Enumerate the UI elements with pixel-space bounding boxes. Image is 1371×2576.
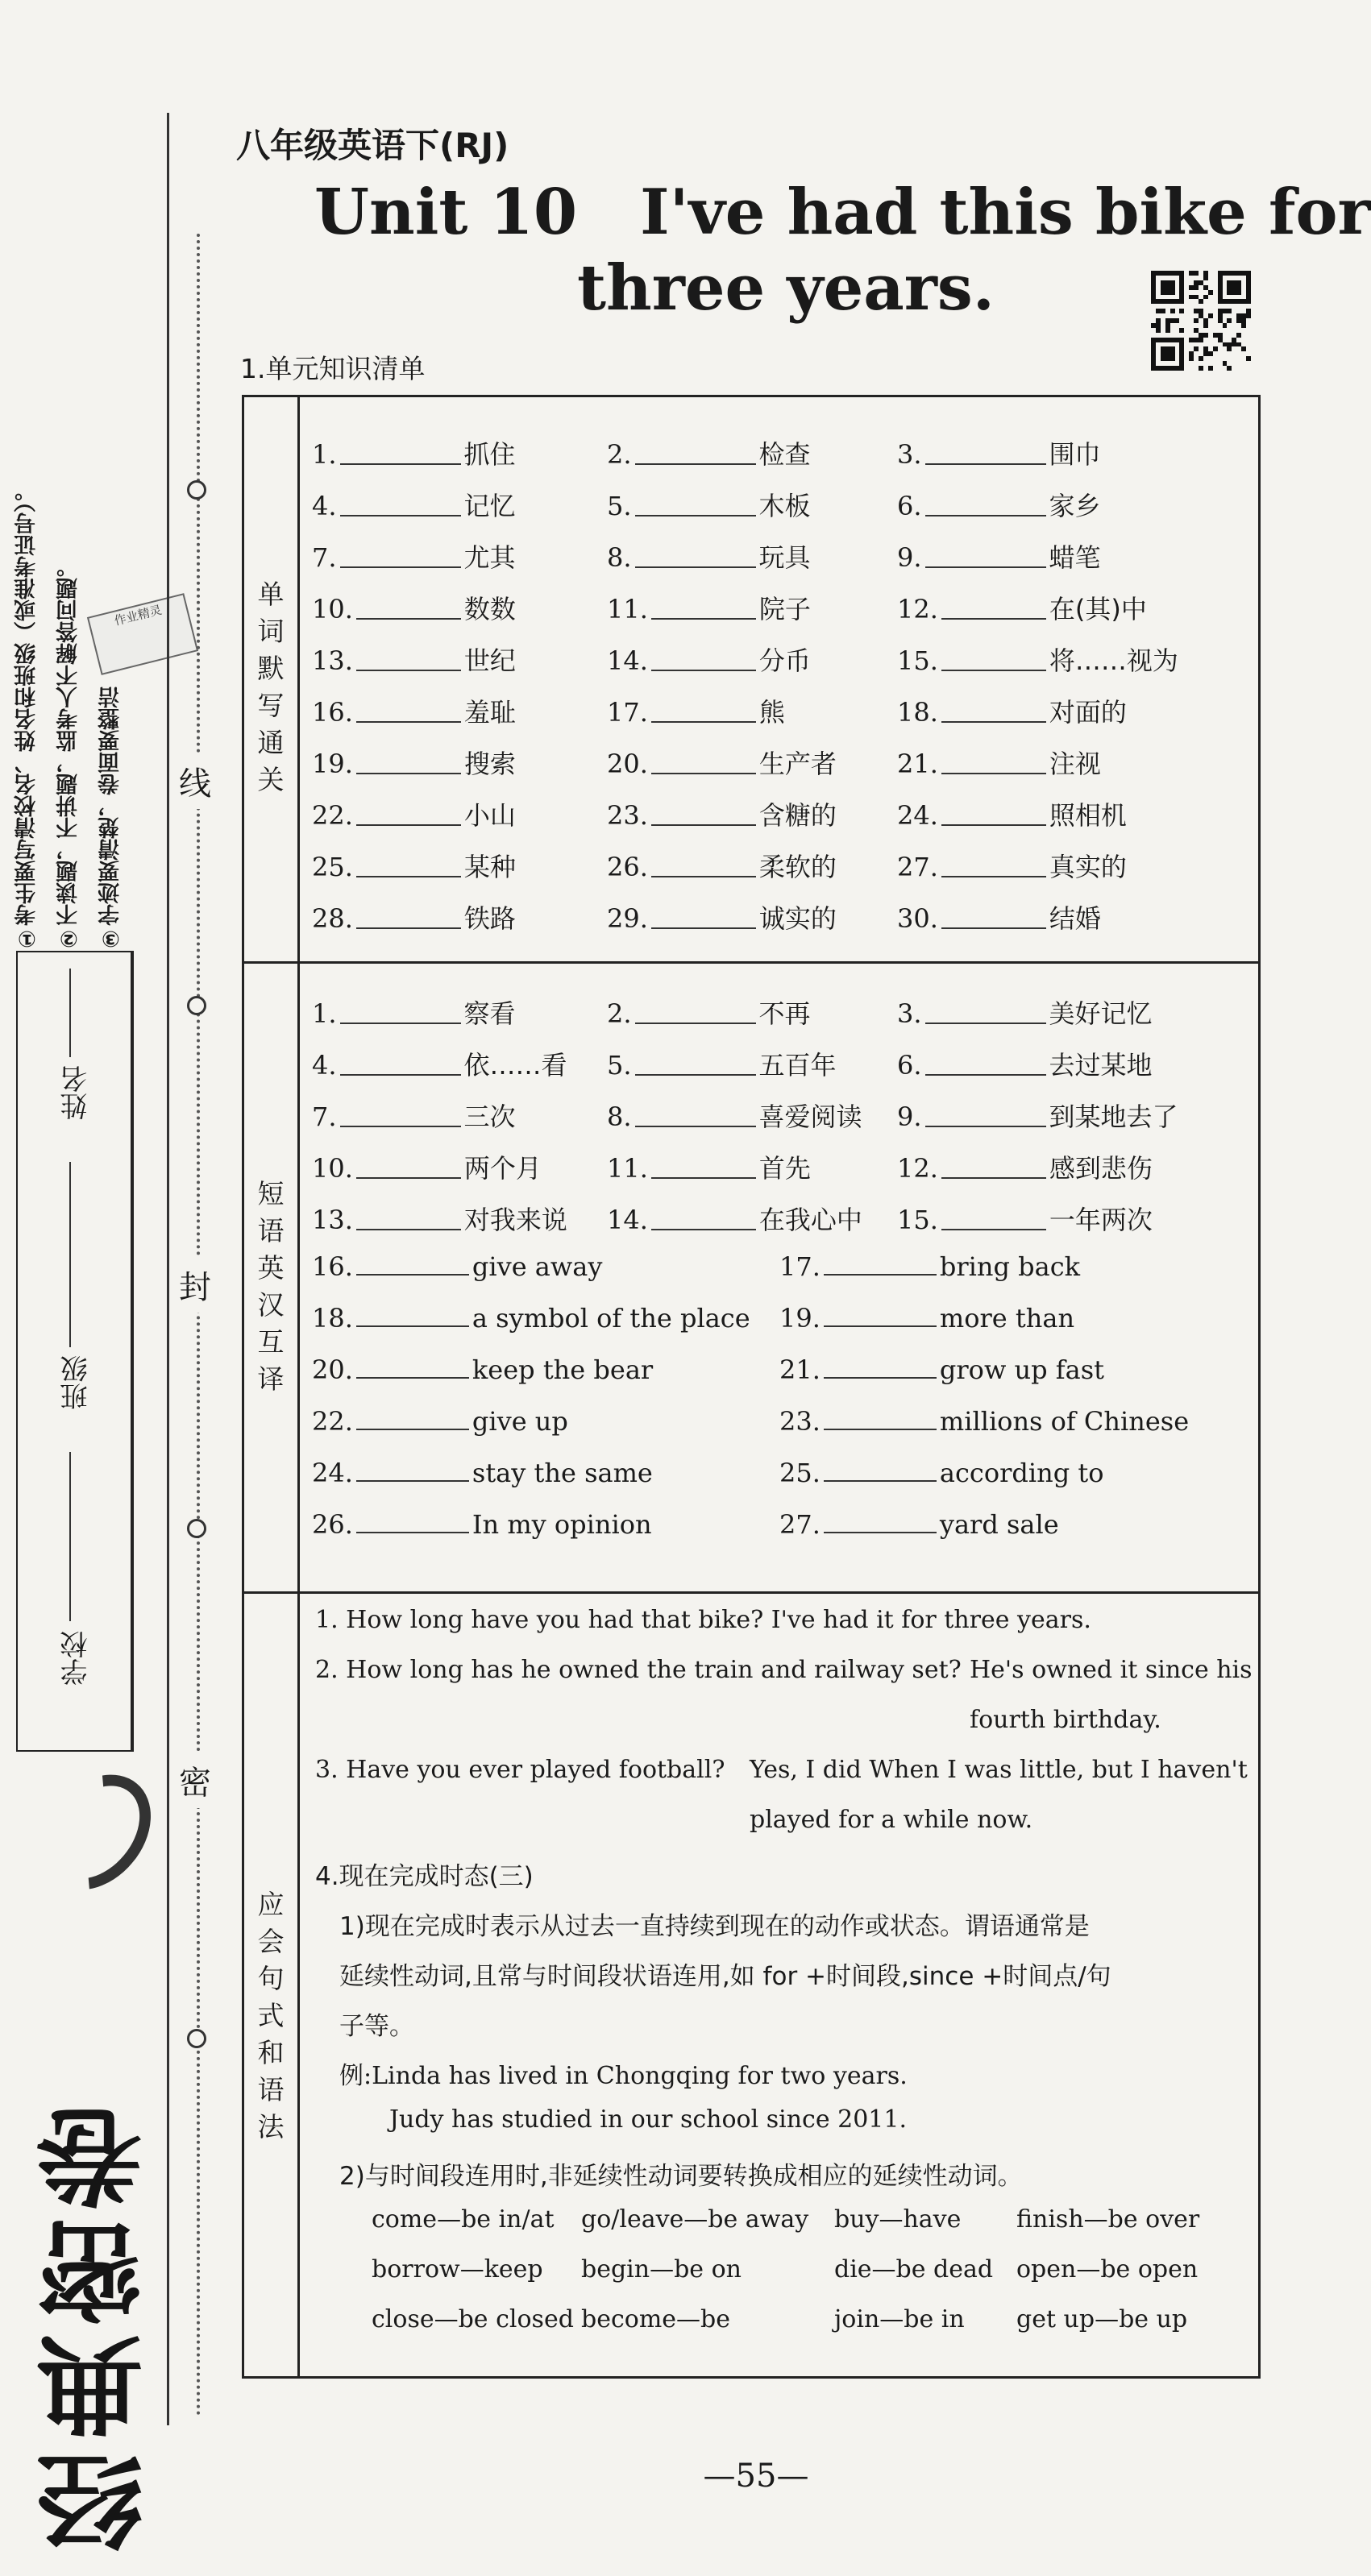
answer-blank[interactable] [356, 1480, 469, 1482]
answer-blank[interactable] [941, 773, 1046, 774]
answer-blank[interactable] [651, 773, 756, 774]
item-prompt: a symbol of the place [472, 1303, 750, 1334]
item-prompt: 院子 [758, 594, 811, 624]
name-line[interactable] [69, 969, 71, 1057]
stamp-logo: 作业精灵 [87, 593, 198, 675]
item-number: 26. [312, 1509, 353, 1540]
verb-pair: get up—be up [1016, 2305, 1188, 2333]
answer-blank[interactable] [941, 670, 1046, 671]
cut-label-xian: 线 [179, 753, 211, 809]
fill-item [607, 1148, 811, 1185]
fill-item [607, 434, 811, 471]
fill-item [897, 486, 1101, 523]
item-number: 25. [312, 852, 353, 882]
item-prompt: 抓住 [463, 439, 516, 470]
item-number: 23. [779, 1406, 821, 1437]
verb-pair: die—be dead [834, 2255, 994, 2284]
answer-blank[interactable] [356, 1177, 461, 1179]
example-1: 例:Linda has lived in Chongqing for two years. [339, 2062, 908, 2090]
item-prompt: give away [472, 1251, 603, 1282]
item-number: 27. [897, 852, 938, 882]
item-number: 29. [607, 903, 648, 934]
item-number: 13. [312, 1205, 353, 1235]
fill-item [897, 589, 1147, 626]
fill-item [312, 692, 516, 729]
answer-blank[interactable] [356, 824, 461, 826]
fill-item [312, 434, 516, 471]
unit-title-line-1 [314, 176, 1371, 249]
item-prompt: keep the bear [472, 1354, 654, 1385]
item-prompt: 依……看 [463, 1050, 567, 1081]
answer-blank[interactable] [651, 670, 756, 671]
answer-blank[interactable] [356, 670, 461, 671]
fill-item [897, 847, 1127, 884]
cut-label-mi: 密 [179, 1753, 211, 1808]
answer-blank[interactable] [340, 1023, 461, 1024]
answer-blank[interactable] [356, 1532, 469, 1533]
item-number: 17. [607, 697, 648, 728]
item-number: 9. [897, 542, 922, 573]
item-number: 12. [897, 594, 938, 624]
answer-blank[interactable] [635, 1126, 756, 1127]
fill-item [897, 434, 1101, 471]
verb-pair: become—be [581, 2305, 730, 2333]
item-prompt: 尤其 [463, 542, 516, 573]
unit-title-line-2: three years. [577, 251, 995, 325]
item-prompt: 对面的 [1049, 697, 1127, 728]
item-prompt: stay the same [472, 1458, 653, 1488]
answer-blank[interactable] [651, 618, 756, 620]
cut-line [197, 234, 200, 2417]
answer-blank[interactable] [925, 1126, 1046, 1127]
item-number: 16. [312, 1251, 353, 1282]
class-label: 班级 [60, 1355, 93, 1410]
verb-pair: join—be in [834, 2305, 965, 2333]
instruction-3: ③字迹要清楚，卷面要整洁 [98, 687, 123, 951]
item-number: 13. [312, 645, 353, 676]
item-prompt: 注视 [1049, 749, 1101, 779]
item-prompt: 去过某地 [1049, 1050, 1153, 1081]
section-label-text: 单词默写通关 [257, 579, 285, 795]
verb-pair: come—be in/at [372, 2205, 555, 2234]
item-number: 30. [897, 903, 938, 934]
answer-blank[interactable] [356, 618, 461, 620]
fill-item [897, 1200, 1153, 1237]
answer-blank[interactable] [925, 1074, 1046, 1076]
item-prompt: 结婚 [1049, 903, 1101, 934]
item-prompt: 世纪 [463, 645, 516, 676]
item-number: 14. [607, 1205, 648, 1235]
item-prompt: 家乡 [1049, 491, 1101, 521]
item-number: 22. [312, 1406, 353, 1437]
item-number: 20. [607, 749, 648, 779]
sentence-2a: 2. How long has he owned the train and railway set? [315, 1656, 962, 1684]
item-number: 1. [312, 998, 337, 1029]
item-prompt: 分币 [758, 645, 811, 676]
answer-blank[interactable] [941, 1177, 1046, 1179]
answer-blank[interactable] [635, 463, 756, 465]
item-prompt: 将……视为 [1049, 645, 1178, 676]
verb-pair: buy—have [834, 2205, 962, 2234]
example-2: Judy has studied in our school since 2011. [389, 2105, 908, 2134]
rule-1-line-b: 延续性动词,且常与时间段状语连用,如 for +时间段,since +时间点/句 [339, 1962, 1111, 1991]
item-number: 15. [897, 645, 938, 676]
fill-item [312, 847, 516, 884]
item-number: 1. [312, 439, 337, 470]
answer-blank[interactable] [925, 566, 1046, 568]
answer-blank[interactable] [925, 515, 1046, 516]
item-number: 7. [312, 1101, 337, 1132]
item-prompt: 首先 [758, 1153, 811, 1184]
fill-item [607, 847, 837, 884]
rule-1-line-c: 子等。 [339, 2012, 414, 2041]
item-prompt: 数数 [463, 594, 516, 624]
answer-blank[interactable] [356, 1325, 469, 1327]
item-prompt: 木板 [758, 491, 811, 521]
exam-instructions [6, 395, 132, 951]
item-prompt: grow up fast [939, 1354, 1104, 1385]
item-number: 22. [312, 800, 353, 831]
item-number: 6. [897, 491, 922, 521]
item-prompt: 熊 [758, 697, 785, 728]
fill-item [312, 641, 516, 678]
grade-label: 八年级英语下(RJ) [236, 126, 509, 165]
item-number: 10. [312, 1153, 353, 1184]
qr-code-icon[interactable] [1151, 271, 1251, 371]
knowledge-table [242, 395, 1261, 2379]
fill-item [897, 537, 1101, 575]
item-number: 4. [312, 491, 337, 521]
answer-blank[interactable] [635, 515, 756, 516]
instruction-2: ②不读题，不讲题，监考人不解答问题。 [56, 556, 81, 951]
fill-item [312, 589, 516, 626]
item-number: 27. [779, 1509, 821, 1540]
item-number: 24. [312, 1458, 353, 1488]
answer-blank[interactable] [651, 1177, 756, 1179]
item-number: 18. [312, 1303, 353, 1334]
answer-blank[interactable] [824, 1532, 937, 1533]
item-prompt: 不再 [758, 998, 811, 1029]
cut-circle [187, 2029, 206, 2048]
item-prompt: 玩具 [758, 542, 811, 573]
brand-logo: 经典密卷 [36, 2097, 161, 2554]
fill-item [312, 898, 516, 935]
verb-pair: borrow—keep [372, 2255, 543, 2284]
item-number: 2. [607, 439, 632, 470]
fill-item [607, 795, 837, 832]
fill-item [897, 795, 1127, 832]
answer-blank[interactable] [651, 824, 756, 826]
item-prompt: 一年两次 [1049, 1205, 1153, 1235]
fill-item [779, 1509, 1059, 1540]
fill-item [779, 1251, 1080, 1282]
item-number: 19. [779, 1303, 821, 1334]
verb-pair: go/leave—be away [581, 2205, 809, 2234]
fill-item [607, 641, 811, 678]
fill-item [607, 1097, 862, 1134]
cut-circle [187, 480, 206, 500]
item-number: 3. [897, 439, 922, 470]
section-divider [244, 1591, 1258, 1594]
student-info-box [16, 951, 134, 1752]
verb-pair: finish—be over [1016, 2205, 1200, 2234]
answer-blank[interactable] [356, 876, 461, 877]
fill-item [312, 1200, 567, 1237]
answer-blank[interactable] [340, 1074, 461, 1076]
fill-item [312, 1509, 652, 1540]
item-number: 16. [312, 697, 353, 728]
item-prompt: 搜索 [463, 749, 516, 779]
fill-item [607, 1045, 837, 1082]
cut-circle [187, 1519, 206, 1538]
item-prompt: 察看 [463, 998, 516, 1029]
unit-number: Unit 10 [314, 176, 578, 249]
rule-2: 2)与时间段连用时,非延续性动词要转换成相应的延续性动词。 [339, 2162, 1023, 2191]
item-number: 9. [897, 1101, 922, 1132]
item-prompt: 五百年 [758, 1050, 837, 1081]
item-number: 11. [607, 594, 648, 624]
answer-blank[interactable] [651, 876, 756, 877]
sentence-2c: fourth birthday. [970, 1706, 1161, 1734]
page-number-text: —55— [703, 2458, 809, 2495]
item-prompt: millions of Chinese [939, 1406, 1190, 1437]
answer-blank[interactable] [824, 1429, 937, 1430]
cut-circle [187, 996, 206, 1015]
fill-item [312, 1097, 516, 1134]
school-line[interactable] [69, 1452, 71, 1621]
fill-item [779, 1406, 1189, 1437]
answer-blank[interactable] [941, 927, 1046, 929]
fill-item [607, 744, 837, 781]
name-label: 姓名 [60, 1065, 93, 1120]
grammar-section-label [244, 1886, 297, 2146]
fill-item [779, 1303, 1074, 1334]
fill-item [897, 744, 1101, 781]
answer-blank[interactable] [824, 1377, 937, 1379]
item-prompt: 某种 [463, 852, 516, 882]
answer-blank[interactable] [941, 876, 1046, 877]
item-prompt: 小山 [463, 800, 516, 831]
fill-item [312, 1458, 653, 1488]
sentence-3c: played for a while now. [750, 1806, 1033, 1834]
answer-blank[interactable] [925, 463, 1046, 465]
fill-item [607, 589, 811, 626]
item-prompt: 美好记忆 [1049, 998, 1153, 1029]
answer-blank[interactable] [824, 1325, 937, 1327]
sentence-1: 1. How long have you had that bike? I've had it for three years. [315, 1606, 1091, 1634]
fill-item [779, 1354, 1104, 1385]
item-number: 6. [897, 1050, 922, 1081]
item-prompt: 检查 [758, 439, 811, 470]
item-prompt: bring back [939, 1251, 1081, 1282]
answer-blank[interactable] [824, 1274, 937, 1276]
grammar-heading: 4.现在完成时态(三) [315, 1862, 534, 1891]
fill-item [312, 795, 516, 832]
fill-item [312, 744, 516, 781]
answer-blank[interactable] [824, 1480, 937, 1482]
item-number: 7. [312, 542, 337, 573]
item-number: 10. [312, 594, 353, 624]
item-number: 14. [607, 645, 648, 676]
section-label-text: 短语英汉互译 [257, 1178, 285, 1395]
section-title: 1.单元知识清单 [240, 353, 426, 384]
sentence-3b: Yes, I did When I was little, but I haven't [750, 1756, 1248, 1784]
sentence-3a: 3. Have you ever played football? [315, 1756, 725, 1784]
instruction-1: ①考生要写清校名、姓名和班级（或准考证号）。 [15, 479, 39, 951]
answer-blank[interactable] [356, 1429, 469, 1430]
item-prompt: 柔软的 [758, 852, 837, 882]
item-prompt: 在(其)中 [1049, 594, 1147, 624]
item-number: 11. [607, 1153, 648, 1184]
fill-item [312, 1148, 542, 1185]
item-prompt: 诚实的 [758, 903, 837, 934]
fill-item [897, 993, 1153, 1031]
answer-blank[interactable] [356, 773, 461, 774]
fill-item [312, 1251, 602, 1282]
fill-item [607, 486, 811, 523]
answer-blank[interactable] [941, 618, 1046, 620]
item-number: 17. [779, 1251, 821, 1282]
unit-title-text: I've had this bike for [640, 176, 1371, 249]
answer-blank[interactable] [925, 1023, 1046, 1024]
item-prompt: 蜡笔 [1049, 542, 1101, 573]
class-line[interactable] [69, 1162, 71, 1347]
fill-item [897, 1148, 1153, 1185]
phrase-section-label [244, 1176, 297, 1398]
fill-item [607, 993, 811, 1031]
page-number [0, 2458, 1280, 2495]
sentence-2b: He's owned it since his [970, 1656, 1253, 1684]
answer-blank[interactable] [635, 1023, 756, 1024]
item-number: 23. [607, 800, 648, 831]
fill-item [312, 1406, 568, 1437]
verb-pair: begin—be on [581, 2255, 742, 2284]
section-divider [244, 961, 1258, 964]
item-number: 8. [607, 1101, 632, 1132]
item-number: 18. [897, 697, 938, 728]
answer-blank[interactable] [340, 463, 461, 465]
item-prompt: yard sale [939, 1509, 1059, 1540]
fill-item [779, 1458, 1103, 1488]
answer-blank[interactable] [635, 566, 756, 568]
item-prompt: 铁路 [463, 903, 516, 934]
fill-item [607, 1200, 862, 1237]
item-prompt: more than [939, 1303, 1075, 1334]
fill-item [607, 898, 837, 935]
item-prompt: 含糖的 [758, 800, 837, 831]
item-number: 26. [607, 852, 648, 882]
answer-blank[interactable] [941, 721, 1046, 723]
item-prompt: In my opinion [472, 1509, 652, 1540]
item-prompt: 在我心中 [758, 1205, 862, 1235]
item-number: 2. [607, 998, 632, 1029]
answer-blank[interactable] [356, 721, 461, 723]
fill-item [607, 692, 785, 729]
item-number: 8. [607, 542, 632, 573]
answer-blank[interactable] [356, 1229, 461, 1230]
item-number: 15. [897, 1205, 938, 1235]
verb-pair: close—be closed [372, 2305, 574, 2333]
item-number: 24. [897, 800, 938, 831]
fill-item [897, 898, 1101, 935]
item-prompt: 两个月 [463, 1153, 542, 1184]
item-number: 5. [607, 1050, 632, 1081]
item-prompt: according to [939, 1458, 1104, 1488]
item-prompt: 喜爱阅读 [758, 1101, 862, 1132]
answer-blank[interactable] [340, 1126, 461, 1127]
answer-blank[interactable] [356, 1377, 469, 1379]
item-prompt: give up [472, 1406, 568, 1437]
item-prompt: 真实的 [1049, 852, 1127, 882]
fill-item [897, 692, 1127, 729]
item-prompt: 照相机 [1049, 800, 1127, 831]
answer-blank[interactable] [635, 1074, 756, 1076]
item-number: 12. [897, 1153, 938, 1184]
item-prompt: 感到悲伤 [1049, 1153, 1153, 1184]
item-prompt: 记忆 [463, 491, 516, 521]
item-number: 20. [312, 1354, 353, 1385]
rule-1-line-a: 1)现在完成时表示从过去一直持续到现在的动作或状态。谓语通常是 [339, 1912, 1090, 1941]
fill-item [312, 1354, 653, 1385]
fill-item [312, 1303, 750, 1334]
verb-pair: open—be open [1016, 2255, 1199, 2284]
section-label-text: 应会句式和语法 [257, 1889, 285, 2143]
answer-blank[interactable] [340, 515, 461, 516]
margin-rule [167, 113, 169, 2425]
item-prompt: 对我来说 [463, 1205, 567, 1235]
answer-blank[interactable] [356, 927, 461, 929]
school-label: 学校 [60, 1631, 93, 1686]
item-number: 21. [779, 1354, 821, 1385]
answer-blank[interactable] [651, 721, 756, 723]
answer-blank[interactable] [651, 1229, 756, 1230]
fill-item [897, 1097, 1178, 1134]
fill-item [897, 641, 1178, 678]
fill-item [312, 537, 516, 575]
item-number: 5. [607, 491, 632, 521]
item-prompt: 三次 [463, 1101, 516, 1132]
fill-item [312, 1045, 567, 1082]
answer-blank[interactable] [356, 1274, 469, 1276]
vocab-section-label [244, 576, 297, 799]
item-prompt: 生产者 [758, 749, 837, 779]
cut-label-feng: 封 [179, 1257, 211, 1313]
answer-blank[interactable] [340, 566, 461, 568]
fill-item [312, 486, 516, 523]
item-prompt: 羞耻 [463, 697, 516, 728]
answer-blank[interactable] [941, 1229, 1046, 1230]
fill-item [607, 537, 811, 575]
fill-item [897, 1045, 1153, 1082]
answer-blank[interactable] [651, 927, 756, 929]
item-number: 19. [312, 749, 353, 779]
item-prompt: 围巾 [1049, 439, 1101, 470]
fill-item [312, 993, 516, 1031]
item-number: 3. [897, 998, 922, 1029]
label-column-divider [297, 397, 300, 2376]
item-number: 21. [897, 749, 938, 779]
item-number: 28. [312, 903, 353, 934]
item-number: 4. [312, 1050, 337, 1081]
answer-blank[interactable] [941, 824, 1046, 826]
item-prompt: 到某地去了 [1049, 1101, 1178, 1132]
item-number: 25. [779, 1458, 821, 1488]
